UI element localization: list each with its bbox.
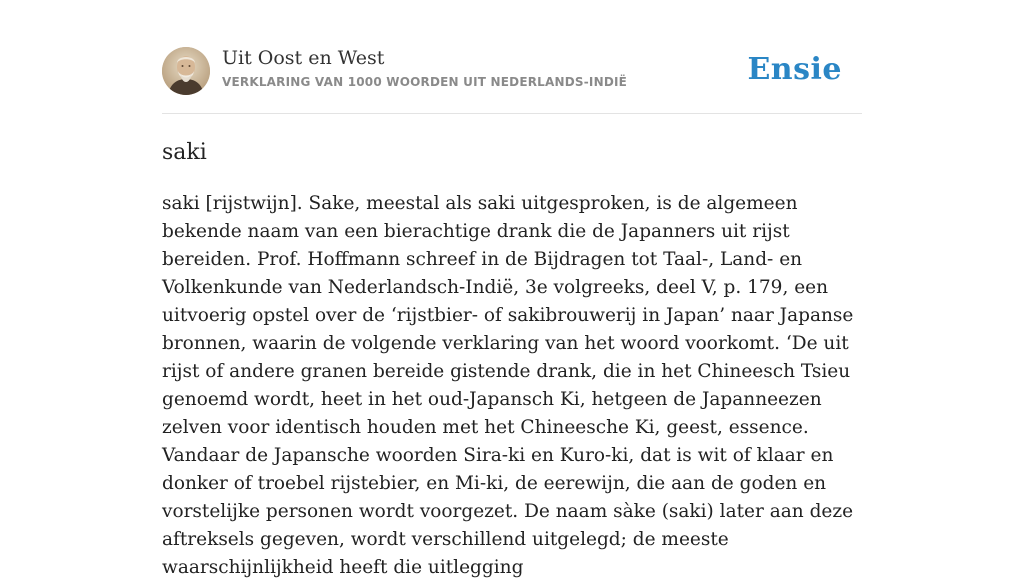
author-avatar[interactable] xyxy=(162,47,210,95)
author-portrait-icon xyxy=(162,47,210,95)
book-title[interactable]: Uit Oost en West xyxy=(222,47,385,69)
header-divider xyxy=(162,113,862,114)
entry-body: saki [rijstwijn]. Sake, meestal als saki uitgesproken, is de algemeen bekende naam van een bierachtige drank die de Japanners uit rijst bereiden. Prof. Hoffmann schreef in de Bijdragen tot Taal-, Land- en Volkenkunde van Nederlandsch-Indië, 3e volgreeks, deel V, p. 179, een uitvoerig opstel over de ‘rijstbier- of sakibrouwerij in Japan’ naar Japanse bronnen, waarin de volgende verklaring van het woord voorkomt. ‘De uit rijst of andere granen bereide gistende drank, die in het Chineesch Tsieu genoemd wordt, heet in het oud-Japansch Ki, hetgeen de Japanneezen zelven voor identisch houden met het Chineesche Ki, geest, essence. Vandaar de Japansche woorden Sira-ki en Kuro-ki, dat is wit of klaar en donker of troebel rijstebier, en Mi-ki, de eerewijn, die aan de goden en vorstelijke personen wordt voorgezet. De naam sàke (saki) later aan deze aftreksels gegeven, wordt verschillend uitgelegd; de meeste waarschijnlijkheid heeft die uitlegging xyxy=(162,193,854,578)
entry-title: saki xyxy=(162,140,207,165)
ensie-logo-link[interactable]: Ensie xyxy=(747,52,842,87)
header xyxy=(162,46,862,96)
book-subtitle: VERKLARING VAN 1000 WOORDEN UIT NEDERLANDS-INDIË xyxy=(222,75,628,89)
